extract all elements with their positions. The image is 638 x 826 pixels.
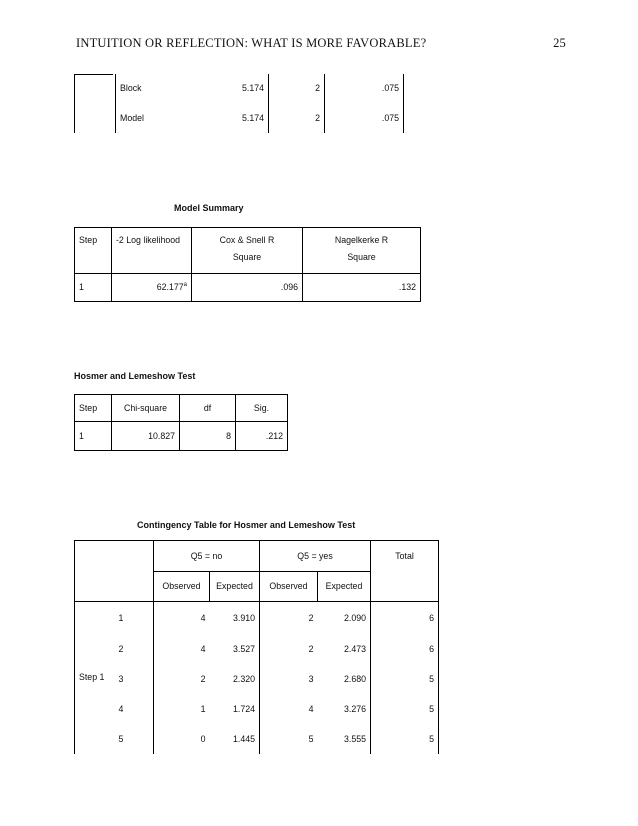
omnibus-label: Model [116,103,188,133]
table-row [75,725,439,754]
table-row [75,74,404,103]
footnote-mark: a [183,282,187,289]
cell-yes-expected: 2.473 [343,644,366,654]
contingency-table [74,540,439,754]
cell-yes-expected: 2.090 [343,612,366,623]
omnibus-chi: 5.174 [241,83,264,93]
table-row [75,602,439,635]
cell-yes-observed: 2 [260,635,318,665]
table-row [75,665,439,694]
cell-yes-expected: 2.680 [343,673,366,684]
cell-group-number: 5 [118,733,124,744]
cell-no-expected: 1.724 [232,703,255,714]
cell-total: 5 [371,725,439,754]
omnibus-chi: 5.174 [241,112,264,123]
cell-total: 6 [371,602,439,635]
omnibus-sig: .075 [325,74,404,103]
cell-yes-expected: 3.276 [343,703,366,714]
cell-group-number: 1 [118,612,124,623]
cell-step: 1 [75,274,112,302]
cell-step: 1 [75,422,112,451]
cell-no-expected: 3.527 [232,644,255,654]
cell-total: 5 [371,665,439,694]
cell-sig: .212 [236,422,288,451]
cell-no-expected: 3.910 [232,612,255,623]
cell-no-expected: 1.445 [232,733,255,744]
cell-no-observed: 0 [154,725,210,754]
cell-group-number: 3 [118,673,124,684]
column-header: Expected [318,572,371,602]
column-header: Step [75,228,112,274]
group-header-no: Q5 = no [154,541,260,572]
cell-total: 5 [371,694,439,725]
model-summary-table [74,227,421,302]
cell-yes-observed: 2 [260,602,318,635]
omnibus-top-rule [74,74,113,75]
column-header: Observed [260,572,318,602]
cell-yes-expected: 3.555 [343,733,366,744]
column-header: Sig. [236,395,288,422]
column-header-line: Square [347,252,376,262]
table-row [75,422,288,451]
column-header: Expected [210,572,260,602]
cell-no-expected: 2.320 [232,673,255,684]
row-group-label: Step 1 [75,602,115,754]
cell-no-observed: 4 [154,635,210,665]
omnibus-sig: .075 [325,103,404,133]
table-row [75,635,439,665]
column-header [192,228,303,274]
table-row [75,694,439,725]
cell-df: 8 [180,422,236,451]
cell-no-observed: 2 [154,665,210,694]
table-header-row [75,541,439,572]
column-header-line: Square [232,252,262,262]
column-header-line: Nagelkerke R [334,235,389,245]
cell-yes-observed: 4 [260,694,318,725]
cell-cox-snell: .096 [192,274,303,302]
omnibus-df: 2 [269,74,325,103]
model-summary-caption: Model Summary [174,203,244,213]
table-row [75,103,404,133]
cell-yes-observed: 5 [260,725,318,754]
table-header-row [75,395,288,422]
column-header: -2 Log likelihood [112,228,192,274]
cell-group-number: 4 [118,703,124,714]
omnibus-table [74,74,404,133]
contingency-caption: Contingency Table for Hosmer and Lemeshow Test [137,520,356,530]
cell-group-number: 2 [118,644,124,654]
cell-nagelkerke: .132 [303,274,421,302]
cell-no-observed: 1 [154,694,210,725]
column-header: Observed [154,572,210,602]
running-head-title: INTUITION OR REFLECTION: WHAT IS MORE FAVORABLE? [76,36,427,50]
cell-loglik [112,274,192,302]
cell-chi-square: 10.827 [112,422,180,451]
table-header-row [75,228,421,274]
column-header: df [180,395,236,422]
cell-loglik-value: 62.177 [156,282,184,292]
column-header [303,228,421,274]
hosmer-caption: Hosmer and Lemeshow Test [74,371,196,381]
column-header-total: Total [371,541,439,602]
running-header [76,36,566,51]
column-header: Chi-square [112,395,180,422]
page-number: 25 [553,36,566,50]
omnibus-df: 2 [269,103,325,133]
cell-total: 6 [371,635,439,665]
column-header: Step [75,395,112,422]
omnibus-label: Block [116,74,188,103]
group-header-yes: Q5 = yes [260,541,371,572]
hosmer-table [74,394,288,451]
cell-yes-observed: 3 [260,665,318,694]
table-row [75,274,421,302]
cell-no-observed: 4 [154,602,210,635]
column-header-line: Cox & Snell R [219,235,275,245]
